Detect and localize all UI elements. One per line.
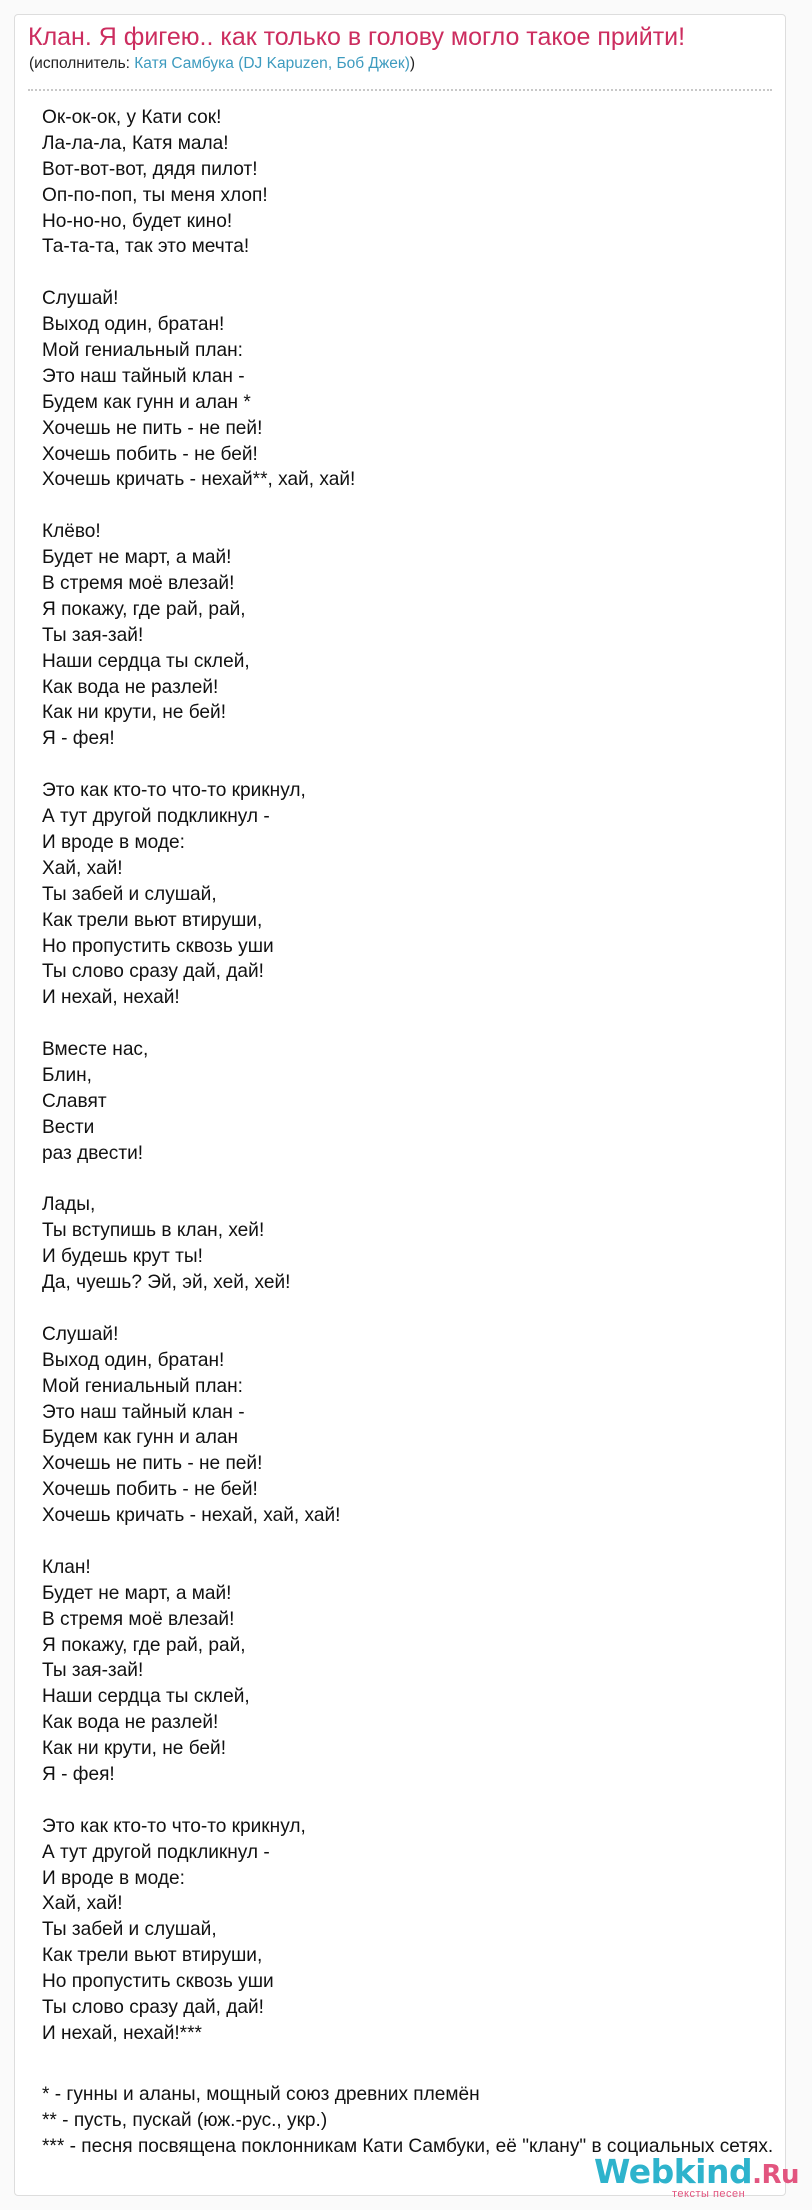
lyric-line: Вести xyxy=(42,1116,95,1138)
lyric-line: Хочешь не пить - не пей! xyxy=(42,417,263,439)
lyric-line: Та-та-та, так это мечта! xyxy=(42,236,250,258)
lyric-line: Как вода не разлей! xyxy=(42,1712,219,1734)
lyric-line: А тут другой подкликнул - xyxy=(42,1841,270,1863)
song-title: Клан. Я фигею.. как только в голову могло такое прийти! xyxy=(28,23,686,51)
lyric-line: Хочешь побить - не бей! xyxy=(42,443,258,465)
lyric-line: Как трели вьют втируши, xyxy=(42,1945,263,1967)
lyric-line: Хочешь побить - не бей! xyxy=(42,1479,258,1501)
lyric-line: Но-но-но, будет кино! xyxy=(42,210,233,232)
stanza-break xyxy=(42,1167,355,1193)
stanza-break xyxy=(42,1011,355,1037)
lyric-line: Слушай! xyxy=(42,1323,119,1345)
lyric-line: Хай, хай! xyxy=(42,857,123,879)
lyric-line: И вроде в моде: xyxy=(42,831,185,853)
lyric-line: Славят xyxy=(42,1090,107,1112)
artist-name-2: DJ Kapuzen xyxy=(243,55,328,72)
lyric-line: Ок-ок-ок, у Кати сок! xyxy=(42,107,222,128)
lyric-line: А тут другой подкликнул - xyxy=(42,806,270,828)
lyric-line: раз двести! xyxy=(42,1142,144,1164)
dotted-divider xyxy=(28,89,772,91)
lyric-line: Будет не март, а май! xyxy=(42,547,232,569)
stanza-break xyxy=(42,1296,355,1322)
lyric-line: Ты зая-зай! xyxy=(42,1660,144,1682)
stanza-break xyxy=(42,1788,355,1814)
lyric-line: Как вода не разлей! xyxy=(42,676,219,698)
footnote-line: ** - пусть, пускай (юж.-рус., укр.) xyxy=(42,2109,328,2131)
lyrics-block xyxy=(42,105,355,2047)
lyric-line: Будем как гунн и алан * xyxy=(42,391,251,413)
lyric-line: Ты слово сразу дай, дай! xyxy=(42,961,264,983)
lyric-line: И вроде в моде: xyxy=(42,1867,185,1889)
lyric-line: Хочешь кричать - нехай**, хай, хай! xyxy=(42,469,356,491)
lyric-line: Я - фея! xyxy=(42,728,115,750)
site-logo[interactable] xyxy=(594,2152,800,2204)
lyric-line: Как ни крути, не бей! xyxy=(42,1738,227,1760)
lyric-line: Это как кто-то что-то крикнул, xyxy=(42,780,306,802)
lyric-line: Мой гениальный план: xyxy=(42,1375,243,1397)
lyric-line: В стремя моё влезай! xyxy=(42,1608,235,1630)
artist-name-1: Катя Самбука xyxy=(134,55,234,72)
logo-tld: .Ru xyxy=(752,2160,800,2190)
lyric-line: Клёво! xyxy=(42,521,101,543)
lyric-line: Я - фея! xyxy=(42,1764,115,1785)
lyric-line: Как ни крути, не бей! xyxy=(42,702,227,724)
lyric-line: Вместе нас, xyxy=(42,1039,149,1061)
lyric-line: Ты забей и слушай, xyxy=(42,1919,217,1941)
lyric-line: В стремя моё влезай! xyxy=(42,573,235,595)
stanza-break xyxy=(42,752,355,778)
lyric-line: Клан! xyxy=(42,1556,91,1578)
lyric-line: Как трели вьют втируши, xyxy=(42,909,263,931)
stanza-break xyxy=(42,1529,355,1555)
lyric-line: Наши сердца ты склей, xyxy=(42,1686,250,1708)
lyric-line: Это наш тайный клан - xyxy=(42,1401,245,1423)
lyric-line: Я покажу, где рай, рай, xyxy=(42,1634,246,1656)
lyric-line: Ты зая-зай! xyxy=(42,624,144,646)
lyric-line: Наши сердца ты склей, xyxy=(42,650,250,672)
lyric-line: И нехай, нехай!*** xyxy=(42,2022,202,2044)
lyric-line: Лады, xyxy=(42,1194,96,1216)
lyric-line: Хочешь не пить - не пей! xyxy=(42,1453,263,1475)
footnotes-block xyxy=(42,2082,773,2160)
lyric-line: Блин, xyxy=(42,1064,92,1086)
lyric-line: Ты слово сразу дай, дай! xyxy=(42,1997,264,2019)
footnote-line: * - гунны и аланы, мощный союз древних племён xyxy=(42,2084,480,2105)
lyric-line: Это как кто-то что-то крикнул, xyxy=(42,1815,306,1837)
lyric-line: Выход один, братан! xyxy=(42,1349,225,1371)
lyric-line: Ты забей и слушай, xyxy=(42,883,217,905)
lyric-line: Будет не март, а май! xyxy=(42,1582,232,1604)
lyric-line: Мой гениальный план: xyxy=(42,340,243,362)
logo-name: Webkind xyxy=(594,2152,753,2191)
artist-prefix: (исполнитель: xyxy=(29,55,135,72)
lyric-line: Оп-по-поп, ты меня хлоп! xyxy=(42,184,268,206)
lyric-line: Хай, хай! xyxy=(42,1893,123,1915)
lyric-line: Вот-вот-вот, дядя пилот! xyxy=(42,158,258,180)
lyric-line: И будешь крут ты! xyxy=(42,1246,203,1268)
lyric-line: И нехай, нехай! xyxy=(42,987,180,1009)
stanza-break xyxy=(42,493,355,519)
logo-tagline: тексты песен xyxy=(672,2188,746,2200)
artist-suffix: ) xyxy=(409,55,416,72)
lyric-line: Это наш тайный клан - xyxy=(42,365,245,387)
lyric-line: Ты вступишь в клан, хей! xyxy=(42,1220,265,1242)
artist-link[interactable]: Катя Самбука (DJ Kapuzen, Боб Джек) xyxy=(134,55,410,72)
lyric-line: Слушай! xyxy=(42,288,119,310)
artist-name-3: Боб Джек xyxy=(336,55,405,72)
lyric-line: Выход один, братан! xyxy=(42,314,225,336)
footnote-line: *** - песня посвящена поклонникам Кати Самбуки, её "клану" в социальных сетях. xyxy=(42,2135,774,2157)
lyric-line: Но пропустить сквозь уши xyxy=(42,935,274,957)
lyric-line: Я покажу, где рай, рай, xyxy=(42,598,246,620)
lyric-line: Ла-ла-ла, Катя мала! xyxy=(42,132,229,154)
lyric-line: Будем как гунн и алан xyxy=(42,1427,239,1449)
artist-line xyxy=(29,54,415,74)
lyric-line: Да, чуешь? Эй, эй, хей, хей! xyxy=(42,1272,291,1294)
stanza-break xyxy=(42,260,355,286)
lyric-line: Хочешь кричать - нехай, хай, хай! xyxy=(42,1505,341,1527)
lyric-line: Но пропустить сквозь уши xyxy=(42,1971,274,1993)
